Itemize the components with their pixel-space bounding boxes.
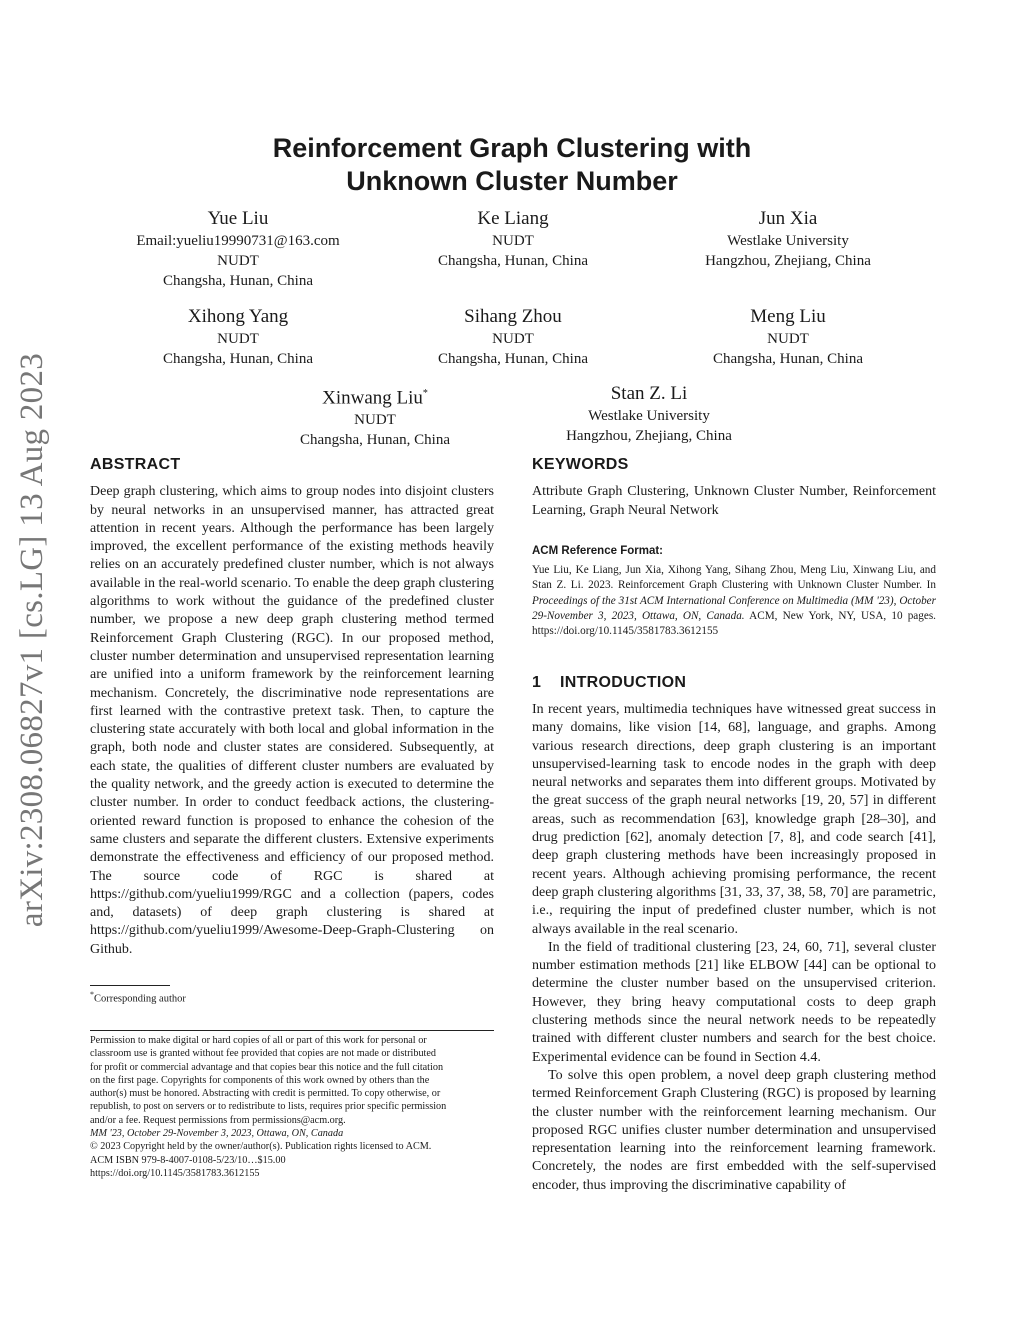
author-affiliation: NUDT bbox=[492, 233, 534, 249]
author-name: Xinwang Liu bbox=[322, 387, 423, 409]
keywords-text: Attribute Graph Clustering, Unknown Cluster Number, Reinforcement Learning, Graph Neural Network bbox=[532, 484, 936, 518]
author-location: Changsha, Hunan, China bbox=[300, 432, 450, 449]
permission-line: for profit or commercial advantage and that copies bear this notice and the full citation bbox=[90, 1061, 444, 1073]
author-location: Hangzhou, Zhejiang, China bbox=[705, 253, 871, 269]
intro-paragraph: To solve this open problem, a novel deep graph clustering method termed Reinforcement Graph Clustering (RGC) is proposed by learning the cluster number with the reinforcement learning mechanism. Our proposed RGC unifies cluster number determination and unsupervised representation learning into the reinforcement learning framework. Concretely, the nodes are first embedded with the self-supervised encoder, thus improving the discriminative capability of bbox=[532, 1067, 936, 1193]
author-block bbox=[373, 305, 653, 369]
author-name: Stan Z. Li bbox=[610, 383, 688, 404]
acm-reference-text bbox=[532, 563, 936, 639]
author-block bbox=[98, 207, 378, 291]
isbn-line: ACM ISBN 979-8-4007-0108-5/23/10…$15.00 bbox=[90, 1154, 286, 1166]
author-affiliation: Westlake University bbox=[727, 233, 849, 249]
author-affiliation: NUDT bbox=[767, 331, 809, 347]
paper-title bbox=[160, 132, 864, 198]
copyright-line: © 2023 Copyright held by the owner/author(s). Publication rights licensed to ACM. bbox=[90, 1141, 432, 1153]
author-affiliation: NUDT bbox=[354, 412, 396, 429]
arxiv-identifier: arXiv:2308.06827v1 [cs.LG] 13 Aug 2023 bbox=[14, 352, 50, 928]
author-name: Sihang Zhou bbox=[464, 306, 562, 327]
author-location: Hangzhou, Zhejiang, China bbox=[566, 428, 732, 444]
permission-rule bbox=[90, 1030, 494, 1031]
author-block bbox=[98, 305, 378, 369]
author-location: Changsha, Hunan, China bbox=[163, 273, 313, 289]
title-line-1: Reinforcement Graph Clustering with bbox=[272, 133, 752, 163]
author-location: Changsha, Hunan, China bbox=[163, 351, 313, 367]
acm-ref-proceedings: Proceedings of the 31st ACM International Conference on Multimedia (MM '23), October 29-November 3, 2023, Ottawa, ON, Canada. bbox=[532, 594, 936, 623]
footnote bbox=[90, 990, 186, 1005]
abstract-text: Deep graph clustering, which aims to group nodes into disjoint clusters by neural networks in an unsupervised manner, has attracted great attention in recent years. Although the performance has been largely improved, the excellent performance of the existing methods heavily relies on an accurately predefined cluster number, which is not always available in the real-world scenario. To enable the deep graph clustering algorithms to work without the guidance of the predefined cluster number, we propose a new deep graph clustering method termed Reinforcement Graph Clustering (RGC). In our proposed method, cluster number determination and unsupervised representation learning are unified into a uniform framework by the reinforcement learning mechanism. Concretely, the discriminative node representations are first learned with the contrastive pretext task. Then, to capture the clustering state accurately with both local and global information in the graph, both node and cluster states are considered. Subsequently, at each state, the qualities of different cluster numbers are evaluated by the quality network, and the greedy action is executed to determine the cluster number. In order to conduct feedback actions, the clustering-oriented reward function is proposed to enhance the cohesion of the same clusters and separate the different clusters. Extensive experiments demonstrate the effectiveness and efficiency of our proposed method. The source code of RGC is shared at https://github.com/yueliu1999/RGC and a collection (papers, codes and, datasets) of deep graph clustering is shared at https://github.com/yueliu1999/Awesome-Deep-Graph-Clustering on Github. bbox=[90, 484, 494, 957]
acm-reference-heading: ACM Reference Format: bbox=[532, 544, 663, 557]
section-number: 1 bbox=[532, 673, 542, 691]
author-location: Changsha, Hunan, China bbox=[438, 351, 588, 367]
author-location: Changsha, Hunan, China bbox=[438, 253, 588, 269]
left-column bbox=[90, 456, 494, 959]
acm-ref-authors: Yue Liu, Ke Liang, Jun Xia, Xihong Yang, Sihang Zhou, Meng Liu, Xinwang Liu, and Stan Z. Li. 2023. Reinforcement Graph Clustering with Unknown Cluster Number. In bbox=[532, 564, 936, 592]
permission-block bbox=[90, 1034, 494, 1180]
author-name: Xihong Yang bbox=[187, 306, 289, 327]
author-block bbox=[648, 305, 928, 369]
permission-line: republish, to post on servers or to redistribute to lists, requires prior specific permission bbox=[90, 1101, 447, 1113]
author-affiliation: NUDT bbox=[217, 253, 259, 269]
doi-line: https://doi.org/10.1145/3581783.3612155 bbox=[90, 1167, 260, 1179]
author-block bbox=[509, 382, 789, 446]
author-name: Yue Liu bbox=[207, 208, 269, 229]
section-title: INTRODUCTION bbox=[560, 673, 687, 691]
footnote-text: Corresponding author bbox=[94, 993, 186, 1005]
introduction-heading bbox=[532, 674, 936, 692]
author-location: Changsha, Hunan, China bbox=[713, 351, 863, 367]
footnote-mark: * bbox=[90, 990, 94, 999]
author-block bbox=[648, 207, 928, 271]
author-block bbox=[235, 382, 515, 450]
title-line-2: Unknown Cluster Number bbox=[346, 166, 678, 196]
author-email: Email:yueliu19990731@163.com bbox=[136, 233, 340, 249]
venue-line: MM '23, October 29-November 3, 2023, Ottawa, ON, Canada bbox=[90, 1128, 344, 1140]
intro-paragraph: In the field of traditional clustering [23, 24, 60, 71], several cluster number estimation methods [21] like ELBOW [44] can be optional to determine the cluster number based on the unsupervised criterion. However, they bring heavy computational costs to deep graph clustering methods since the neural network needs to be repeatedly trained with different cluster numbers and search for the best choice. Experimental evidence can be found in Section 4.4. bbox=[532, 939, 936, 1065]
permission-line: classroom use is granted without fee provided that copies are not made or distributed bbox=[90, 1048, 436, 1060]
keywords-heading: KEYWORDS bbox=[532, 456, 629, 473]
author-name: Ke Liang bbox=[477, 208, 549, 229]
acm-ref-publisher: ACM, New York, NY, USA, 10 pages. https://doi.org/10.1145/3581783.3612155 bbox=[532, 610, 936, 638]
corresponding-mark: * bbox=[422, 388, 428, 399]
intro-paragraph: In recent years, multimedia techniques have witnessed great success in many domains, like vision [14, 68], language, and graphs. Among various research directions, deep graph clustering is an important unsupervised-learning task to encode nodes in the graph with deep neural networks and separates them into different groups. Motivated by the great success of the graph neural networks [19, 20, 57] in different areas, such as recommendation [63], knowledge graph [28–30], and drug prediction [62], anomaly detection [7, 8], and code search [41], deep graph clustering methods have been increasingly proposed in recent years. Although achieving promising performance, the recent deep graph clustering algorithms [31, 33, 37, 38, 58, 70] are parametric, i.e., requiring the input of predefined cluster number, which is not always available in the real scenario. bbox=[532, 701, 936, 937]
abstract-heading: ABSTRACT bbox=[90, 456, 181, 473]
author-name: Jun Xia bbox=[758, 208, 818, 229]
permission-line: author(s) must be honored. Abstracting with credit is permitted. To copy otherwise, or bbox=[90, 1088, 441, 1100]
author-block bbox=[373, 207, 653, 271]
footnote-rule bbox=[90, 985, 170, 986]
right-column bbox=[532, 456, 936, 1195]
author-affiliation: NUDT bbox=[492, 331, 534, 347]
permission-line: and/or a fee. Request permissions from permissions@acm.org. bbox=[90, 1114, 346, 1126]
permission-line: Permission to make digital or hard copies of all or part of this work for personal or bbox=[90, 1035, 427, 1046]
author-affiliation: Westlake University bbox=[588, 408, 710, 424]
author-name: Meng Liu bbox=[750, 306, 826, 327]
permission-line: on the first page. Copyrights for components of this work owned by others than the bbox=[90, 1074, 430, 1086]
author-affiliation: NUDT bbox=[217, 331, 259, 347]
